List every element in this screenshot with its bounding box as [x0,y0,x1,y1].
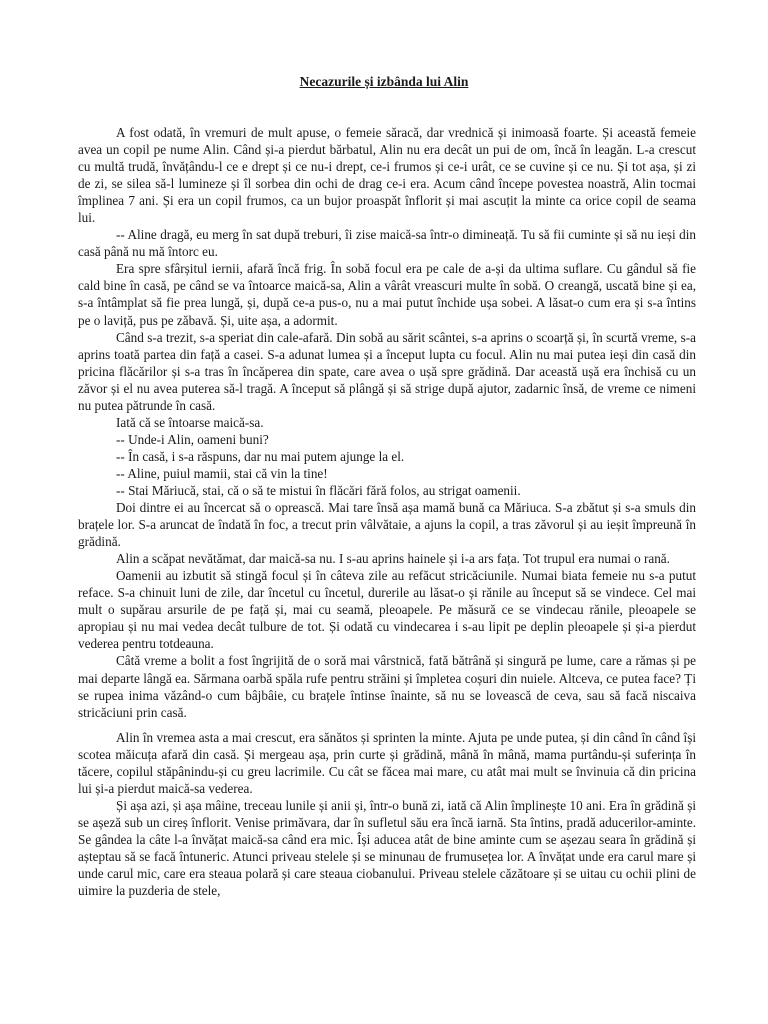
paragraph: Doi dintre ei au încercat să o oprească. Mai tare însă așa mamă bună ca Măriuca. S-a zbătut și s-a smuls din brațele lor. S-a aruncat de îndată în foc, a trecut prin vâlvătaie, a ajuns la copil, a tras zăvorul și au ieșit împreună în grădină. [78,500,696,550]
paragraph: Și așa azi, și așa mâine, treceau lunile și anii și, într-o bună zi, iată că Alin împlinește 10 ani. Era în grădină și se așeză sub un cireș înflorit. Venise primăvara, dar în sufletul său era încă iarnă. Sta întins, pradă aducerilor-aminte. Se gândea la câte l-a învățat maică-sa când era mic. Își aducea atât de bine aminte cum se așezau seara în grădină și așteptau să se facă întuneric. Atunci priveau stelele și se minunau de frumusețea lor. A învățat unde era carul mare și unde carul mic, care era steaua polară și care steaua ciobanului. Priveau stelele căzătoare și se uitau cu ochii plini de uimire la puzderia de stele, [78,797,696,899]
paragraph: Câtă vreme a bolit a fost îngrijită de o soră mai vârstnică, fată bătrână și singură pe lume, care a rămas și pe mai departe lângă ea. Sărmana oarbă spăla rufe pentru străini și împletea coșuri din nuiele. Altceva, ce putea face? Ți se rupea inima văzând-o cum bâjbâie, cu brațele întinse înainte, să nu se lovească de ceva, sau să facă niscaiva stricăciuni prin casă. [78,653,696,720]
dialogue-line: -- Aline, puiul mamii, stai că vin la tine! [116,465,328,481]
document-title: Necazurile și izbânda lui Alin [299,74,469,89]
story-body [78,124,696,899]
paragraph: -- Aline dragă, eu merg în sat după treburi, îi zise maică-sa într-o dimineață. Tu să fii cuminte și să nu ieși din casă până nu mă întorc eu. [78,227,696,260]
dialogue-line: -- Unde-i Alin, oameni buni? [116,431,269,447]
paragraph: Alin a scăpat nevătămat, dar maică-sa nu. I s-au aprins hainele și i-a ars fața. Tot trupul era numai o rană. [116,551,670,567]
paragraph: A fost odată, în vremuri de mult apuse, o femeie săracă, dar vrednică și inimoasă foarte. Și această femeie avea un copil pe nume Alin. Când și-a pierdut bărbatul, Alin nu era decât un pui de om, încă în leagăn. L-a crescut cu multă trudă, învățându-l ce e drept și ce nu-i drept, ce-i frumos și ce-i urât, ce se cuvine și ce nu. Și tot așa, și zi de zi, se silea să-l lumineze și îl sorbea din ochi de drag ce-i era. Acum când începe povestea noastră, Alin tocmai împlinea 7 ani. Și era un copil frumos, ca un bujor proaspăt înflorit și mai ascuțit la minte ca orice copil de seama lui. [78,125,696,226]
paragraph: Era spre sfârșitul iernii, afară încă frig. În sobă focul era pe cale de a-și da ultima suflare. Cu gândul să fie cald bine în casă, pe când se va întoarce maică-sa, Alin a vârât vreascuri multe în sobă. O creangă, uscată bine și ea, s-a întâmplat să fie prea lungă, și, după ce-a pus-o, nu a mai putut închide ușa sobei. A lăsat-o cum era și s-a întins pe o laviță, pus pe zăbavă. Și, uite așa, a adormit. [78,261,696,328]
paragraph: Alin în vremea asta a mai crescut, era sănătos și sprinten la minte. Ajuta pe unde putea, și din când în când își scotea măicuța afară din casă. Și mergeau așa, prin curte și grădină, mână în mână, mama purtându-și suferința în tăcere, copilul stăpânindu-și cu greu lacrimile. Cu cât se făcea mai mare, cu atât mai mult se învinuia că din pricina lui și-a pierdut maică-sa vederea. [78,729,696,796]
paragraph: Când s-a trezit, s-a speriat din cale-afară. Din sobă au sărit scântei, s-a aprins o scoarță și, în scurtă vreme, s-a aprins toată partea din față a casei. S-a adunat lumea și a început lupta cu focul. Alin nu mai putea ieși din casă din pricina flăcărilor și s-a tras în încăperea din spate, care avea o ușă spre grădină. Dar această ușă era închisă cu un zăvor și el nu avea puterea să-l tragă. A început să plângă și să strige după ajutor, zadarnic însă, de vreme ce nimeni nu putea pătrunde în casă. [78,329,696,413]
dialogue-line: -- În casă, i s-a răspuns, dar nu mai putem ajunge la el. [116,448,405,464]
dialogue-line: -- Stai Măriucă, stai, că o să te mistui în flăcări fără folos, au strigat oamenii. [116,482,521,498]
paragraph: Oamenii au izbutit să stingă focul și în câteva zile au refăcut stricăciunile. Numai biata femeie nu s-a putut reface. S-a chinuit luni de zile, dar încetul cu încetul, durerile au lăsat-o și rănile au început să se vindece. Cel mai mult o supărau arsurile de pe față și, mai cu seamă, pleoapele. Pe măsură ce se vindecau rănile, pleoapele se apropiau și nu mai vedea decât tulbure de tot. Și odată cu vindecarea i s-au lipit pe deplin pleoapele și și-a pierdut vederea pentru totdeauna. [78,568,696,652]
paragraph: Iată că se întoarse maică-sa. [116,414,264,430]
